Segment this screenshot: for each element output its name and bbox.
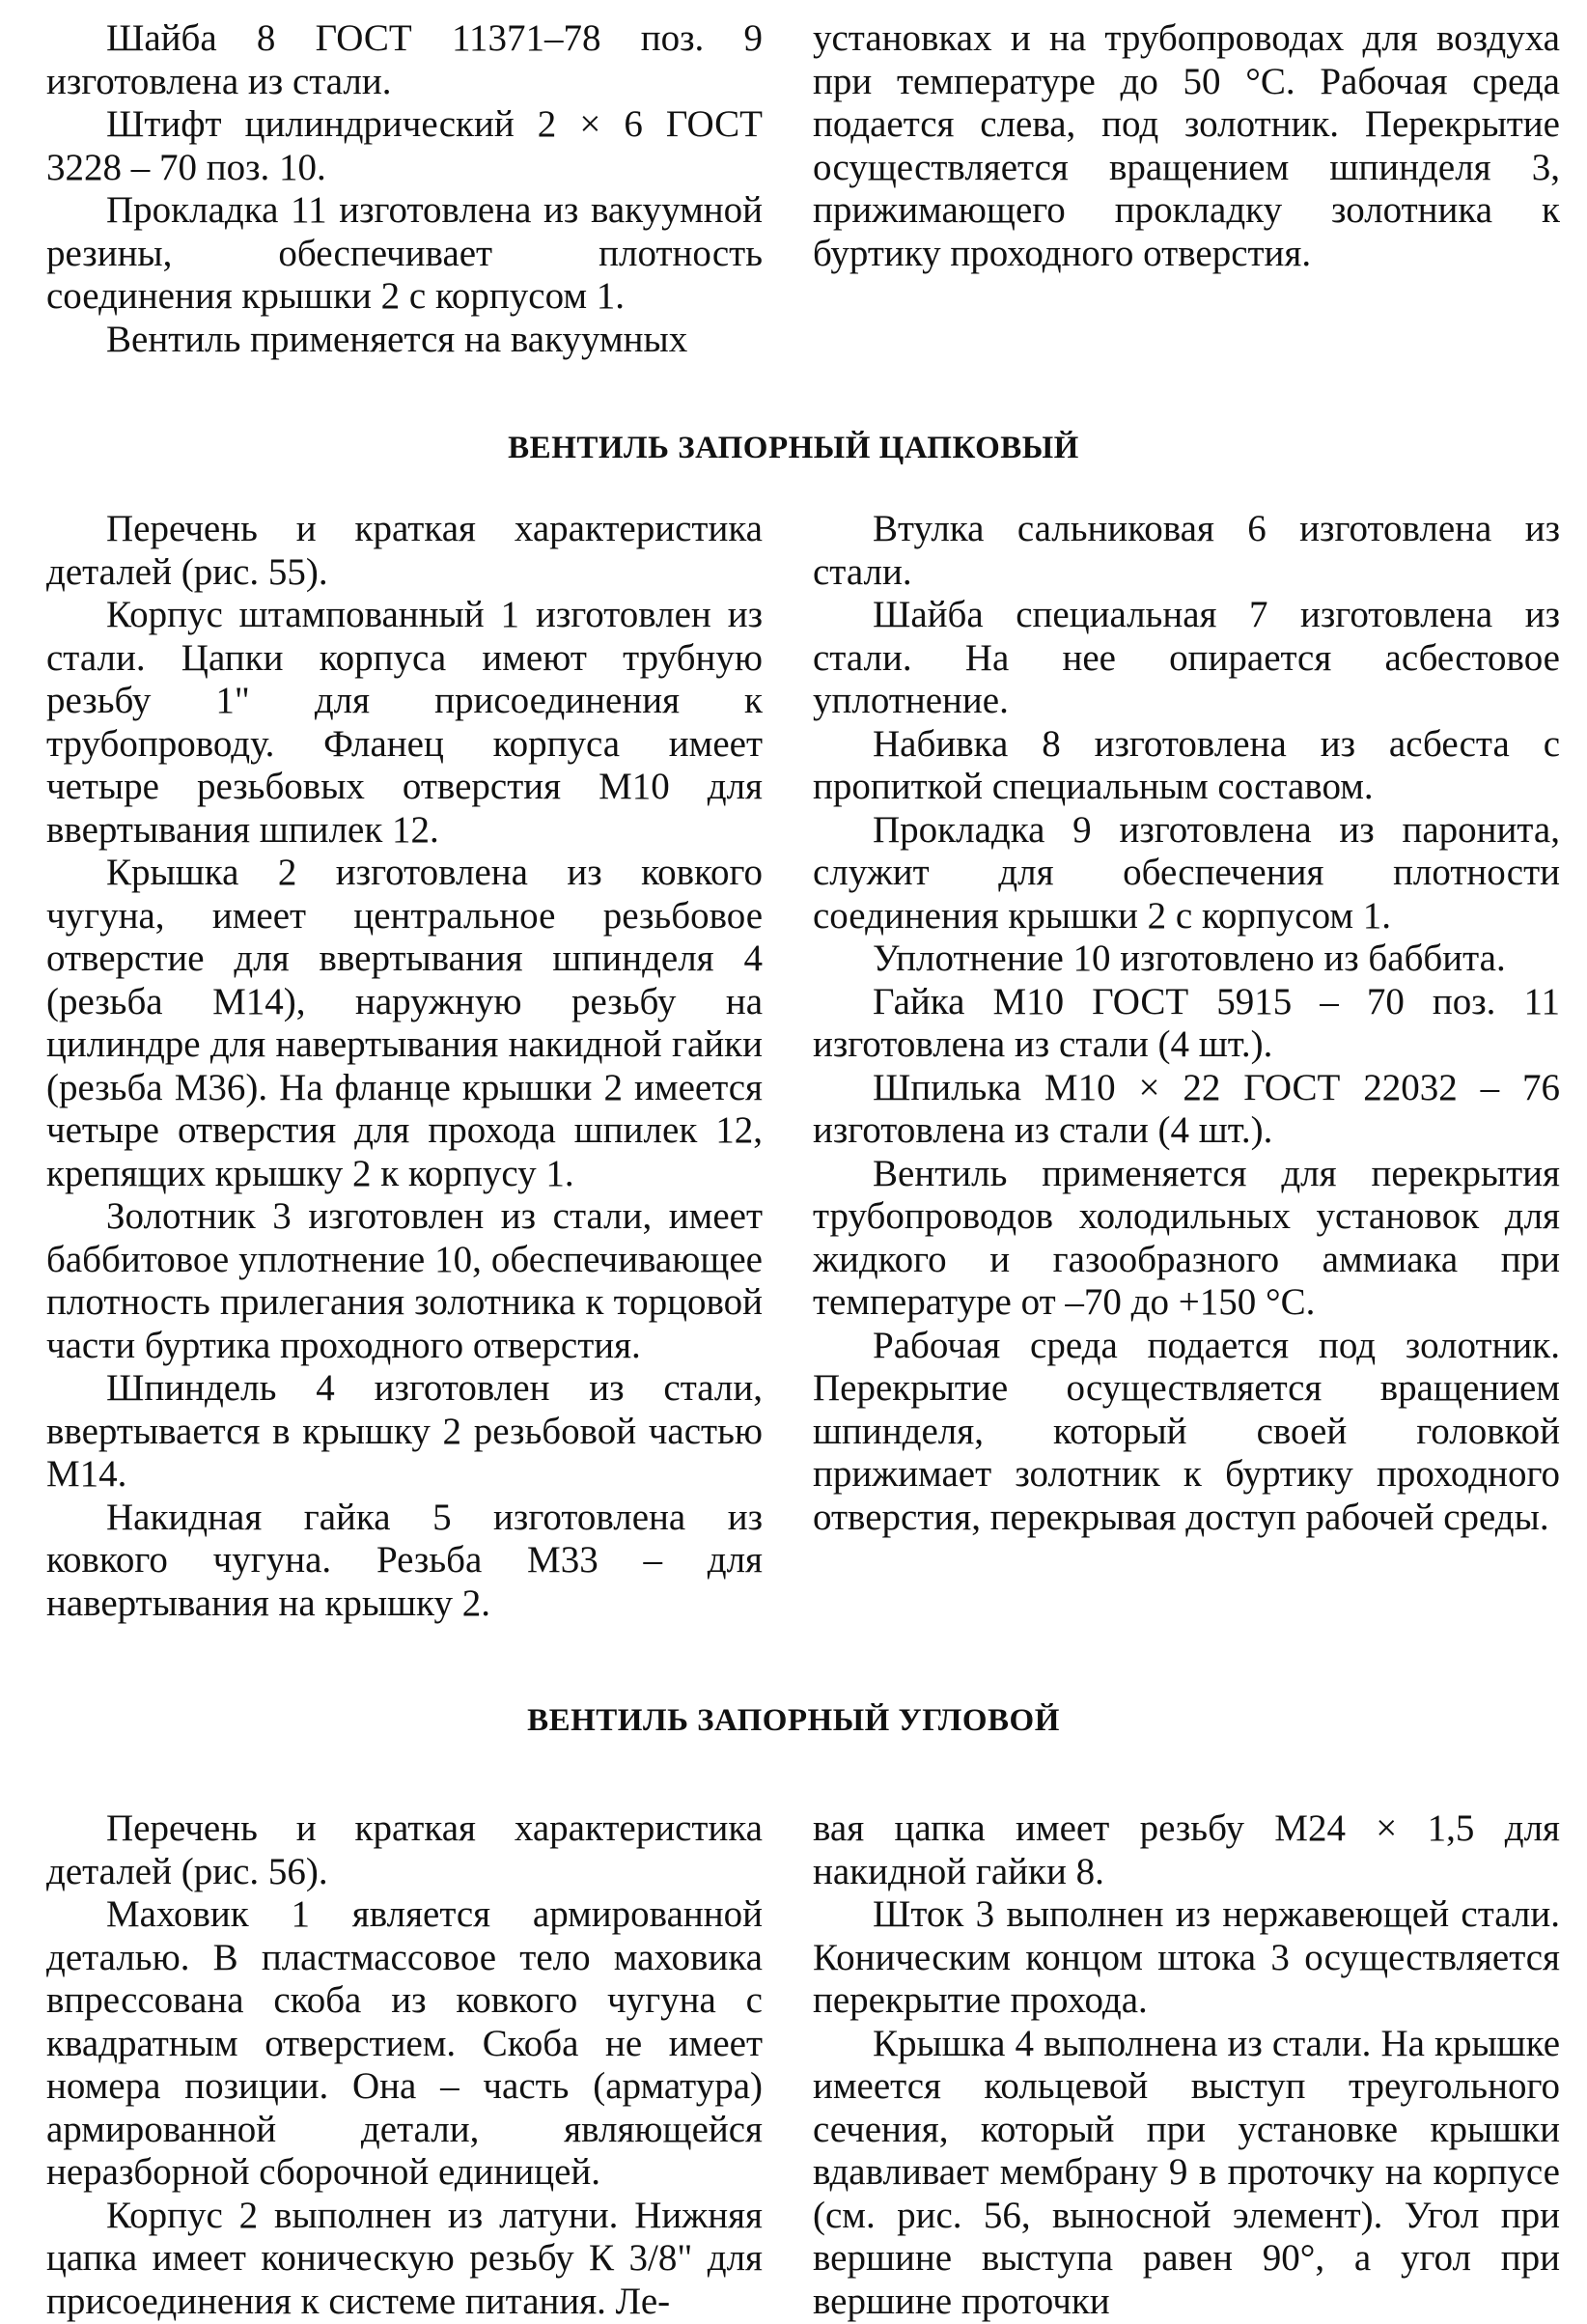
paragraph: Гайка М10 ГОСТ 5915 – 70 поз. 11 изготовлена из стали (4 шт.). [813, 980, 1560, 1065]
paragraph: Шпилька М10 × 22 ГОСТ 22032 – 76 изготовлена из стали (4 шт.). [813, 1066, 1560, 1151]
paragraph: Набивка 8 изготовлена из асбеста с пропиткой специальным составом. [813, 722, 1560, 807]
paragraph: Прокладка 9 изготовлена из паронита, служит для обеспечения плотности соединения крышки 2 с корпусом 1. [813, 808, 1560, 937]
paragraph: Маховик 1 является армированной деталью. В пластмассовое тело маховика впрессована скоба из ковкого чугуна с квадратным отверстием. Скоба не имеет номера позиции. Она – часть (арматура) армированной детали, являющейся неразборной сборочной единицей. [46, 1893, 763, 2193]
paragraph: Перечень и краткая характеристика деталей (рис. 56). [46, 1807, 763, 1892]
tsapkovy-right-column [813, 508, 1560, 1539]
paragraph-continued: установках и на трубопроводах для воздуха при температуре до 50 °С. Рабочая среда подается слева, под золотник. Перекрытие осуществляется вращением шпинделя 3, прижимающего прокладку золотника к буртику проходного отверстия. [813, 17, 1560, 274]
paragraph: Крышка 2 изготовлена из ковкого чугуна, имеет центральное резьбовое отверстие для ввертывания шпинделя 4 (резьба М14), наружную резьбу на цилиндре для навертывания накидной гайки (резьба М36). На фланце крышки 2 имеется четыре отверстия для прохода шпилек 12, крепящих крышку 2 к корпусу 1. [46, 852, 763, 1194]
section-heading-uglovoy: ВЕНТИЛЬ ЗАПОРНЫЙ УГЛОВОЙ [527, 1703, 1060, 1738]
paragraph: Штифт цилиндрический 2 × 6 ГОСТ 3228 – 70 поз. 10. [46, 103, 763, 188]
paragraph: Рабочая среда подается под золотник. Перекрытие осуществляется вращением шпинделя, который своей головкой прижимает золотник к буртику проходного отверстия, перекрывая доступ рабочей среды. [813, 1324, 1560, 1538]
paragraph: Вентиль применяется на вакуумных [106, 318, 688, 360]
uglovoy-right-column [813, 1807, 1560, 2323]
paragraph: Накидная гайка 5 изготовлена из ковкого чугуна. Резьба М33 – для навертывания на крышку 2. [46, 1496, 763, 1624]
paragraph: Вентиль применяется для перекрытия трубопроводов холодильных установок для жидкого и газообразного аммиака при температуре от –70 до +150 °С. [813, 1152, 1560, 1323]
paragraph: Корпус 2 выполнен из латуни. Нижняя цапка имеет коническую резьбу К 3/8" для присоединения к системе питания. Ле- [46, 2194, 763, 2322]
paragraph: Золотник 3 изготовлен из стали, имеет баббитовое уплотнение 10, обеспечивающее плотность прилегания золотника к торцовой части буртика проходного отверстия. [46, 1195, 763, 1366]
paragraph: Крышка 4 выполнена из стали. На крышке имеется кольцевой выступ треугольного сечения, который при установке крышки вдавливает мембрану 9 в проточку на корпусе (см. рис. 56, выносной элемент). Угол при вершине выступа равен 90°, а угол при вершине проточки [813, 2022, 1560, 2322]
paragraph: Корпус штампованный 1 изготовлен из стали. Цапки корпуса имеют трубную резьбу 1" для присоединения к трубопроводу. Фланец корпуса имеет четыре резьбовых отверстия М10 для ввертывания шпилек 12. [46, 594, 763, 851]
paragraph: Уплотнение 10 изготовлено из баббита. [873, 938, 1506, 979]
paragraph: Перечень и краткая характеристика деталей (рис. 55). [46, 508, 763, 593]
top-left-column [46, 17, 763, 361]
paragraph: Шпиндель 4 изготовлен из стали, ввертывается в крышку 2 резьбовой частью М14. [46, 1367, 763, 1495]
section-heading-tsapkovy: ВЕНТИЛЬ ЗАПОРНЫЙ ЦАПКОВЫЙ [508, 431, 1079, 465]
top-right-column [813, 17, 1560, 275]
uglovoy-left-column [46, 1807, 763, 2323]
paragraph: Шток 3 выполнен из нержавеющей стали. Коническим концом штока 3 осуществляется перекрытие прохода. [813, 1893, 1560, 2021]
paragraph-continued: вая цапка имеет резьбу М24 × 1,5 для накидной гайки 8. [813, 1807, 1560, 1892]
paragraph: Прокладка 11 изготовлена из вакуумной резины, обеспечивает плотность соединения крышки 2 с корпусом 1. [46, 189, 763, 317]
paragraph: Втулка сальниковая 6 изготовлена из стали. [813, 508, 1560, 593]
tsapkovy-left-column [46, 508, 763, 1625]
paragraph: Шайба 8 ГОСТ 11371–78 поз. 9 изготовлена из стали. [46, 17, 763, 102]
paragraph: Шайба специальная 7 изготовлена из стали. На нее опирается асбестовое уплотнение. [813, 594, 1560, 721]
